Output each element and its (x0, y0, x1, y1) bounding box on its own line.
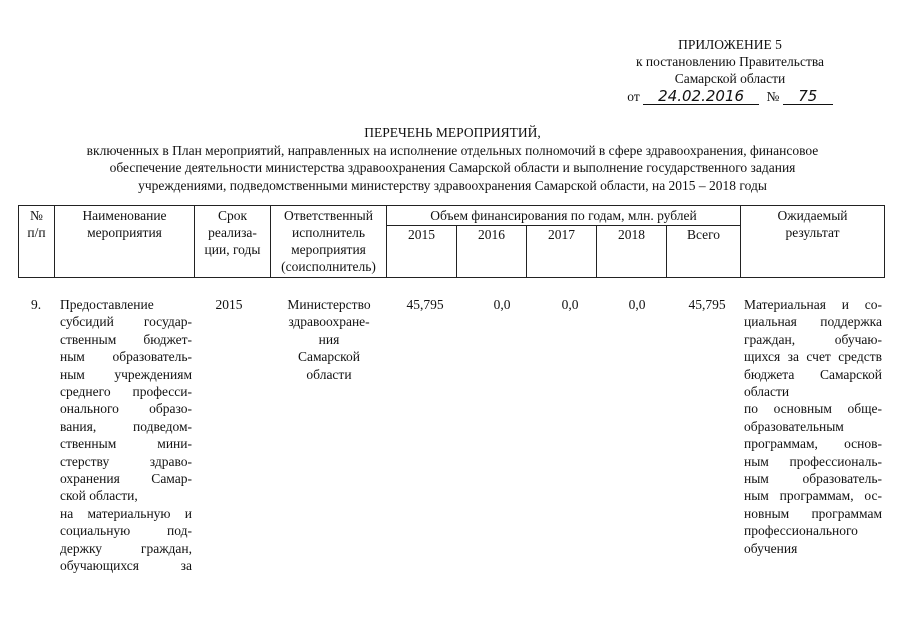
appendix-block (615, 36, 845, 105)
funding-2016: 0,0 (493, 297, 511, 312)
result-line: ным образователь- (744, 471, 882, 487)
result-line: новным программам (744, 505, 882, 521)
measure-name-line: ской области, (60, 488, 138, 504)
result-line: граждан, обучаю- (744, 331, 882, 347)
row-number: 9. (30, 297, 42, 312)
result-line: профессионального (744, 523, 858, 539)
appendix-title: ПРИЛОЖЕНИЕ 5 (678, 37, 782, 52)
decree-number: 75 (783, 89, 833, 105)
document-title: ПЕРЕЧЕНЬ МЕРОПРИЯТИЙ, (364, 125, 541, 140)
measure-name-line: онального образо- (60, 401, 192, 417)
header-name: Наименование мероприятия (55, 206, 195, 278)
document-heading (0, 124, 905, 194)
header-year-2016: 2016 (457, 226, 527, 278)
number-label: № (766, 89, 780, 104)
term-value: 2015 (215, 297, 243, 312)
result-line: обучения (744, 540, 798, 556)
measure-name-line: социальную под- (60, 523, 192, 539)
subtitle-line-3: учреждениями, подведомственными министерству здравоохранения Самарской области, на 2015 – 2018 годы (138, 177, 767, 193)
funding-2018: 0,0 (628, 297, 646, 312)
measure-name-line: на материальную и (60, 505, 192, 521)
header-year-2015: 2015 (387, 226, 457, 278)
result-line: по основным обще- (744, 401, 882, 417)
header-funding: Объем финансирования по годам, млн. рублей (387, 206, 741, 226)
measure-name-line: охранения Самар- (60, 471, 192, 487)
header-total: Всего (667, 226, 741, 278)
funding-2017: 0,0 (561, 297, 579, 312)
decree-date: 24.02.2016 (643, 89, 759, 105)
expected-result (744, 296, 882, 557)
responsible-value: Министерство здравоохране- ния Самарской области (287, 297, 371, 382)
appendix-line-3: Самарской области (674, 71, 786, 86)
decree-date-line (615, 88, 845, 105)
header-year-2018: 2018 (597, 226, 667, 278)
result-line: ным программам, ос- (744, 488, 882, 504)
result-line: циальная поддержка (744, 314, 882, 330)
header-num: № п/п (19, 206, 55, 278)
header-responsible: Ответственный исполнитель мероприятия (соисполнитель) (271, 206, 387, 278)
measure-name (60, 296, 192, 575)
measure-name-line: среднего професси- (60, 384, 192, 400)
subtitle-line-1: включенных в План мероприятий, направленных на исполнение отдельных полномочий в сфере здравоохранения, финансовое (86, 142, 819, 158)
result-line: образовательным (744, 418, 844, 434)
result-line: бюджета Самарской (744, 366, 882, 382)
measure-name-line: держку граждан, (60, 540, 192, 556)
result-line: щихся за счет средств (744, 349, 882, 365)
funding-2015: 45,795 (406, 297, 444, 312)
measure-name-line: ным учреждениям (60, 366, 192, 382)
measure-name-line: ственным бюджет- (60, 331, 192, 347)
measure-name-line: ным образователь- (60, 349, 192, 365)
measure-name-line: вания, подведом- (60, 418, 192, 434)
measure-name-line: обучающихся за (60, 558, 192, 574)
result-line: программам, основ- (744, 436, 882, 452)
header-result: Ожидаемый результат (741, 206, 885, 278)
header-term: Срок реализа- ции, годы (195, 206, 271, 278)
result-line: Материальная и со- (744, 297, 882, 312)
from-label: от (627, 89, 640, 104)
measures-table (18, 205, 885, 278)
header-year-2017: 2017 (527, 226, 597, 278)
table-row (18, 296, 884, 626)
funding-total: 45,795 (688, 297, 726, 312)
appendix-line-2: к постановлению Правительства (635, 54, 825, 69)
measure-name-line: ственным мини- (60, 436, 192, 452)
result-line: области (744, 384, 790, 400)
result-line: ным профессиональ- (744, 453, 882, 469)
measure-name-line: субсидий государ- (60, 314, 192, 330)
measure-name-line: Предоставление (60, 297, 154, 312)
subtitle-line-2: обеспечение деятельности министерства здравоохранения Самарской области и выполнение государственного задания (109, 160, 796, 175)
measure-name-line: стерству здраво- (60, 453, 192, 469)
